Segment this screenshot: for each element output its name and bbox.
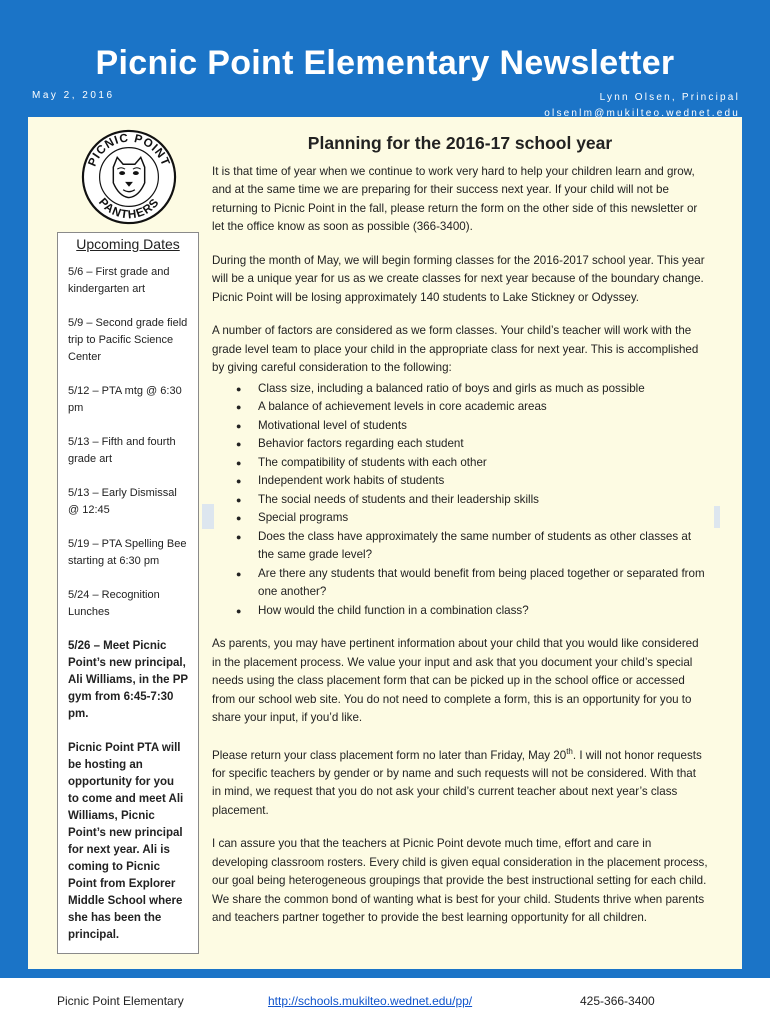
principal-name: Lynn Olsen, Principal: [599, 92, 740, 103]
paragraph-text: . I will not honor requests for specific teachers by gender or by name and such requests will not be considered. With that in mind, we request that you do not ask your child’s current teacher about next year’s class placement.: [212, 748, 702, 817]
list-item: ● Motivational level of students: [258, 417, 708, 436]
list-item: ● A balance of achievement levels in core academic areas: [258, 398, 708, 417]
ordinal-suffix: th: [566, 746, 573, 756]
list-item: ● Behavior factors regarding each student: [258, 435, 708, 454]
event-item: 5/24 – Recognition Lunches: [68, 589, 160, 618]
event-highlight: 5/26 – Meet Picnic Point’s new principal, Ali Williams, in the PP gym from 6:45-7:30 pm.: [68, 640, 188, 720]
paragraph: During the month of May, we will begin forming classes for the 2016-2017 school year. This year will be a unique year for us as we create classes for next year because of the boundary change. Picnic Point will be losing approximately 140 students to Lake Stickney or Odyssey.: [212, 253, 705, 304]
newsletter-title: Picnic Point Elementary Newsletter: [95, 44, 675, 82]
event-item: 5/6 – First grade and kindergarten art: [68, 266, 170, 295]
list-item: ● The social needs of students and their leadership skills: [258, 491, 708, 510]
list-item: ● Are there any students that would benefit from being placed together or separated from one another?: [258, 565, 708, 602]
logo-bottom-text: PANTHERS: [95, 195, 163, 222]
upcoming-dates-sidebar: [57, 232, 199, 954]
paragraph: [212, 743, 708, 821]
issue-date: May 2, 2016: [32, 90, 115, 101]
factors-list: [212, 380, 708, 621]
footer-website-link[interactable]: http://schools.mukilteo.wednet.edu/pp/: [268, 994, 473, 1008]
event-item: 5/13 – Early Dismissal @ 12:45: [68, 487, 177, 516]
panthers-logo: [80, 128, 178, 226]
list-item: ● The compatibility of students with each other: [258, 454, 708, 473]
list-item: ● Class size, including a balanced ratio of boys and girls as much as possible: [258, 380, 708, 399]
paragraph-text: Please return your class placement form no later than Friday, May 20: [212, 748, 567, 762]
divider-notch: [714, 506, 720, 528]
principal-info: [544, 90, 740, 122]
event-highlight: Picnic Point PTA will be hosting an opportunity for you to come and meet Ali Williams, Picnic Point’s new principal for next year. Ali is coming to Picnic Point from Explorer Middle School where she has been the principal.: [68, 742, 184, 941]
list-item: ● Does the class have approximately the same number of students as other classes at the same grade level?: [258, 528, 708, 565]
paragraph: It is that time of year when we continue to work very hard to help your children learn and grow, and at the same time we are preparing for their success next year. If your child will not be returning to Picnic Point in the fall, please return the form on the other side of this newsletter or let the office know as soon as possible (366-3400).: [212, 164, 698, 233]
principal-email: olsenlm@mukilteo.wednet.edu: [544, 108, 740, 119]
event-item: 5/19 – PTA Spelling Bee starting at 6:30 pm: [68, 538, 187, 567]
list-item: ● Special programs: [258, 509, 708, 528]
list-item: ● How would the child function in a combination class?: [258, 602, 708, 621]
paragraph: A number of factors are considered as we form classes. Your child’s teacher will work with the grade level team to place your child in the appropriate class for next year. This is accomplished by giving careful consideration to the following:: [212, 324, 699, 374]
event-item: 5/12 – PTA mtg @ 6:30 pm: [68, 385, 182, 414]
footer-phone: 425-366-3400: [580, 994, 655, 1008]
paragraph: I can assure you that the teachers at Picnic Point devote much time, effort and care in developing classroom rosters. Every child is given equal consideration in the placement process, our goal being heterogeneous groupings that provide the best instructional setting for each child. We share the common bond of wanting what is best for your child. Students thrive when parents and teachers partner together to provide the best learning opportunity for all children.: [212, 837, 708, 925]
sidebar-heading: Upcoming Dates: [76, 236, 180, 252]
event-item: 5/13 – Fifth and fourth grade art: [68, 436, 176, 465]
footer-school: Picnic Point Elementary: [57, 994, 184, 1008]
paragraph: As parents, you may have pertinent information about your child that you would like considered in the placement process. We value your input and ask that you document your child’s special needs using the class placement form that can be picked up in the school office or accessed from our school web site. You do not need to complete a form, this is an opportunity for you to share your input, if you’d like.: [212, 637, 699, 724]
logo-top-text: PICNIC POINT: [85, 131, 173, 169]
article-heading: Planning for the 2016-17 school year: [307, 133, 613, 153]
event-item: 5/9 – Second grade field trip to Pacific Science Center: [68, 317, 188, 363]
main-article: [212, 134, 708, 943]
list-item: ● Independent work habits of students: [258, 472, 708, 491]
